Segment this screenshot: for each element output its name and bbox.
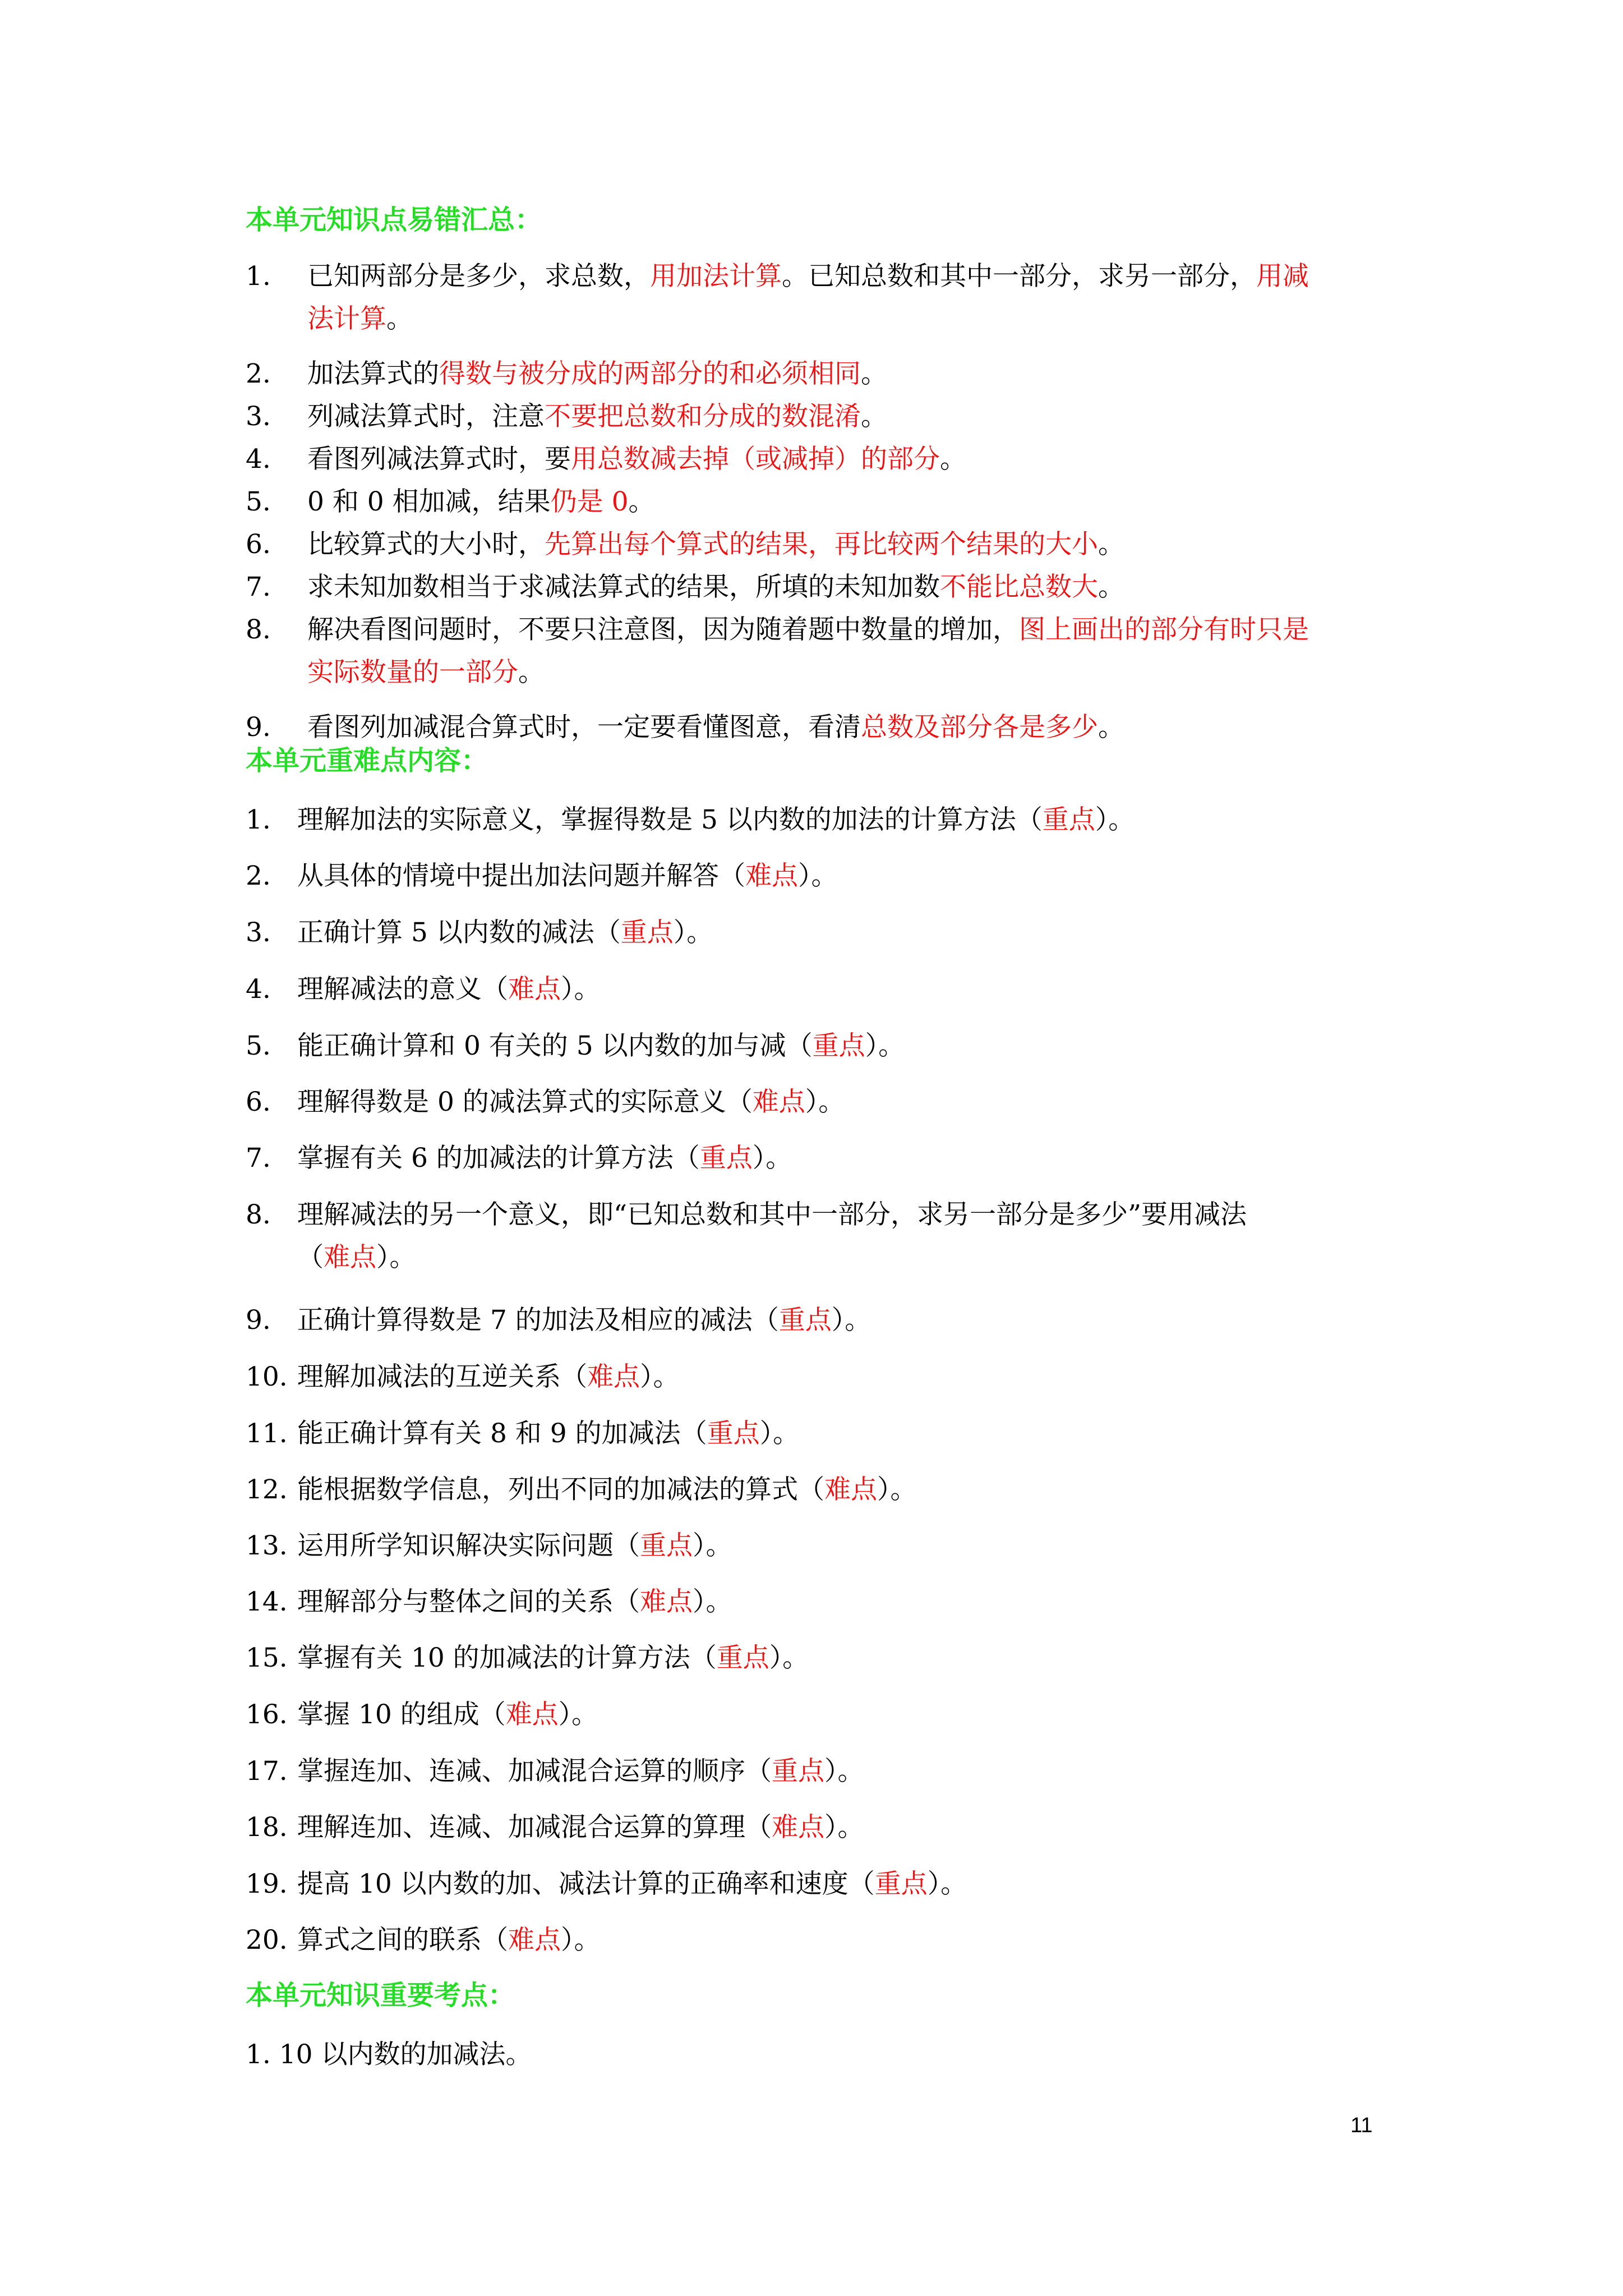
body-text: ）。 [798, 861, 838, 891]
body-text: ）。 [831, 1305, 872, 1336]
list-item-number: 13. [246, 1530, 288, 1561]
list-item-line [307, 485, 654, 519]
list-item-line [307, 656, 545, 689]
body-text: 。 [1098, 572, 1124, 602]
list-item-line [297, 1473, 917, 1507]
body-text: 已知两部分是多少，求总数， [307, 261, 650, 292]
highlight-text: 得数与被分成的两部分的和必须相同 [439, 358, 861, 389]
body-text: 掌握连加、连减、加减混合运算的顺序（ [297, 1756, 772, 1787]
body-text: ）。 [752, 1143, 792, 1174]
highlight-text: 重点 [778, 1305, 832, 1336]
list-item-number: 6. [246, 529, 271, 560]
highlight-text: 用减 [1256, 261, 1309, 292]
list-item-line [297, 803, 1135, 837]
list-item-number: 2. [246, 358, 271, 389]
body-text: 比较算式的大小时， [307, 529, 545, 560]
section-title-exam-points: 本单元知识重要考点： [246, 1980, 515, 2011]
highlight-text: 难点 [640, 1586, 693, 1617]
highlight-text: 重点 [707, 1418, 760, 1449]
list-item-line [297, 1360, 680, 1394]
body-text: ）。 [640, 1361, 680, 1392]
highlight-text: 难点 [324, 1242, 376, 1273]
list-item-line [307, 613, 1309, 647]
body-text: ）。 [877, 1474, 917, 1505]
body-text: ）。 [805, 1087, 845, 1117]
list-item-line [297, 1198, 1247, 1232]
highlight-text: 难点 [508, 1925, 561, 1955]
body-text: 从具体的情境中提出加法问题并解答（ [297, 861, 745, 891]
list-item-number: 9. [246, 1305, 271, 1336]
list-item-line [297, 859, 838, 893]
body-text: 掌握有关 10 的加减法的计算方法（ [297, 1642, 717, 1673]
body-text: 。 [1098, 529, 1124, 560]
exam-point-item: 1. 10 以内数的加减法。 [246, 2039, 532, 2070]
highlight-text: 难点 [508, 974, 561, 1005]
highlight-text: 重点 [716, 1642, 769, 1673]
body-text: ）。 [376, 1242, 416, 1273]
list-item-number: 4. [246, 974, 271, 1005]
highlight-text: 难点 [824, 1474, 877, 1505]
list-item-line [307, 260, 1309, 293]
list-item-number: 11. [246, 1418, 288, 1449]
body-text: 理解部分与整体之间的关系（ [297, 1586, 640, 1617]
body-text: 正确计算得数是 7 的加法及相应的减法（ [297, 1305, 779, 1336]
section-title-key-points: 本单元重难点内容： [246, 745, 488, 776]
highlight-text: 仍是 0 [550, 486, 629, 517]
body-text: 加法算式的 [307, 358, 439, 389]
body-text: 。已知总数和其中一部分，求另一部分， [782, 261, 1256, 292]
body-text: 正确计算 5 以内数的减法（ [297, 917, 621, 948]
list-item-line [307, 357, 887, 391]
body-text: 运用所学知识解决实际问题（ [297, 1530, 640, 1561]
list-item-line [307, 528, 1124, 562]
list-item-number: 16. [246, 1699, 288, 1730]
list-item-line [297, 916, 713, 950]
body-text: 0 和 0 相加减，结果 [307, 486, 551, 517]
body-text: 能根据数学信息，列出不同的加减法的算式（ [297, 1474, 824, 1505]
list-item-number: 20. [246, 1925, 288, 1955]
body-text: ）。 [865, 1030, 905, 1061]
list-item-line [307, 400, 887, 434]
list-item-number: 3. [246, 401, 271, 432]
highlight-text: 重点 [772, 1756, 824, 1787]
body-text: ）。 [673, 917, 713, 948]
list-item-number: 14. [246, 1586, 288, 1617]
list-item-number: 15. [246, 1642, 288, 1673]
list-item-line [297, 1142, 792, 1175]
highlight-text: 难点 [587, 1361, 640, 1392]
list-item-line [297, 1867, 967, 1901]
list-item-line [307, 570, 1124, 604]
list-item-line [297, 1924, 601, 1957]
list-item-number: 4. [246, 444, 271, 475]
body-text: ）。 [824, 1812, 864, 1843]
body-text: 掌握有关 6 的加减法的计算方法（ [297, 1143, 700, 1174]
list-item-number: 7. [246, 1143, 271, 1174]
highlight-text: 不能比总数大 [940, 572, 1098, 602]
section-title-errors: 本单元知识点易错汇总： [246, 204, 542, 236]
body-text: 提高 10 以内数的加、减法计算的正确率和速度（ [297, 1869, 875, 1899]
highlight-text: 难点 [505, 1699, 559, 1730]
body-text: ）。 [693, 1586, 732, 1617]
highlight-text: 用总数减去掉（或减掉）的部分 [571, 444, 940, 475]
list-item-number: 2. [246, 861, 271, 891]
body-text: 。 [940, 444, 966, 475]
body-text: 。 [861, 358, 887, 389]
list-item-number: 8. [246, 1199, 271, 1230]
list-item-line [297, 1085, 845, 1119]
list-item-number: 1. [246, 261, 271, 292]
body-text: 。 [628, 486, 655, 517]
list-item-line [297, 1029, 905, 1063]
highlight-text: 法计算 [307, 303, 386, 334]
body-text: ）。 [693, 1530, 732, 1561]
highlight-text: 难点 [745, 861, 798, 891]
body-text: 掌握 10 的组成（ [297, 1699, 506, 1730]
highlight-text: 重点 [1042, 804, 1095, 835]
list-item-number: 12. [246, 1474, 288, 1505]
list-item-number: 8. [246, 614, 271, 645]
body-text: 看图列加减混合算式时，一定要看懂图意，看清 [307, 712, 861, 743]
body-text: 列减法算式时，注意 [307, 401, 545, 432]
highlight-text: 重点 [699, 1143, 753, 1174]
list-item-number: 5. [246, 486, 271, 517]
highlight-text: 难点 [752, 1087, 805, 1117]
body-text: （ [297, 1242, 324, 1273]
body-text: ）。 [769, 1642, 809, 1673]
list-item-number: 7. [246, 572, 271, 602]
highlight-text: 重点 [874, 1869, 928, 1899]
body-text: 。 [1098, 712, 1124, 743]
list-item-number: 5. [246, 1030, 271, 1061]
body-text: ）。 [561, 1925, 601, 1955]
list-item-line [297, 1641, 809, 1675]
list-item-number: 9. [246, 712, 271, 743]
body-text: 解决看图问题时，不要只注意图，因为随着题中数量的增加， [307, 614, 1019, 645]
list-item-number: 18. [246, 1812, 288, 1843]
list-item-number: 6. [246, 1087, 271, 1117]
body-text: 。 [386, 303, 413, 334]
body-text: 。 [861, 401, 887, 432]
list-item-number: 19. [246, 1869, 288, 1899]
body-text: 理解连加、连减、加减混合运算的算理（ [297, 1812, 772, 1843]
highlight-text: 重点 [620, 917, 674, 948]
body-text: 理解加法的实际意义，掌握得数是 5 以内数的加法的计算方法（ [297, 804, 1043, 835]
list-item-line [297, 1417, 799, 1451]
list-item-line [297, 973, 601, 1006]
list-item-line [297, 1241, 416, 1274]
body-text: ）。 [561, 974, 601, 1005]
list-item-line [297, 1304, 871, 1337]
body-text: 理解减法的另一个意义，即“已知总数和其中一部分，求另一部分是多少”要用减法 [297, 1199, 1247, 1230]
body-text: 算式之间的联系（ [297, 1925, 508, 1955]
list-item-line [307, 711, 1124, 744]
highlight-text: 难点 [772, 1812, 824, 1843]
body-text: ）。 [759, 1418, 800, 1449]
highlight-text: 图上画出的部分有时只是 [1019, 614, 1309, 645]
list-item-line [307, 302, 413, 336]
highlight-text: 实际数量的一部分 [307, 657, 518, 688]
list-item-line [297, 1755, 864, 1788]
body-text: 理解得数是 0 的减法算式的实际意义（ [297, 1087, 753, 1117]
body-text: 求未知加数相当于求减法算式的结果，所填的未知加数 [307, 572, 940, 602]
body-text: 看图列减法算式时，要 [307, 444, 571, 475]
list-item-number: 17. [246, 1756, 288, 1787]
list-item-line [307, 443, 966, 476]
body-text: 能正确计算和 0 有关的 5 以内数的加与减（ [297, 1030, 813, 1061]
highlight-text: 用加法计算 [650, 261, 782, 292]
body-text: ）。 [927, 1869, 967, 1899]
highlight-text: 不要把总数和分成的数混淆 [545, 401, 861, 432]
highlight-text: 重点 [812, 1030, 865, 1061]
body-text: 理解加减法的互逆关系（ [297, 1361, 587, 1392]
body-text: 能正确计算有关 8 和 9 的加减法（ [297, 1418, 707, 1449]
list-item-line [297, 1529, 732, 1563]
highlight-text: 先算出每个算式的结果，再比较两个结果的大小 [545, 529, 1098, 560]
list-item-line [297, 1698, 598, 1732]
list-item-number: 3. [246, 917, 271, 948]
list-item-number: 10. [246, 1361, 288, 1392]
highlight-text: 总数及部分各是多少 [861, 712, 1098, 743]
body-text: ）。 [824, 1756, 864, 1787]
highlight-text: 重点 [640, 1530, 693, 1561]
body-text: 理解减法的意义（ [297, 974, 508, 1005]
body-text: ）。 [1095, 804, 1135, 835]
list-item-line [297, 1585, 732, 1619]
body-text: 。 [518, 657, 545, 688]
body-text: ）。 [558, 1699, 598, 1730]
page-number: 11 [1350, 2114, 1373, 2137]
list-item-number: 1. [246, 804, 271, 835]
list-item-line [297, 1811, 864, 1844]
